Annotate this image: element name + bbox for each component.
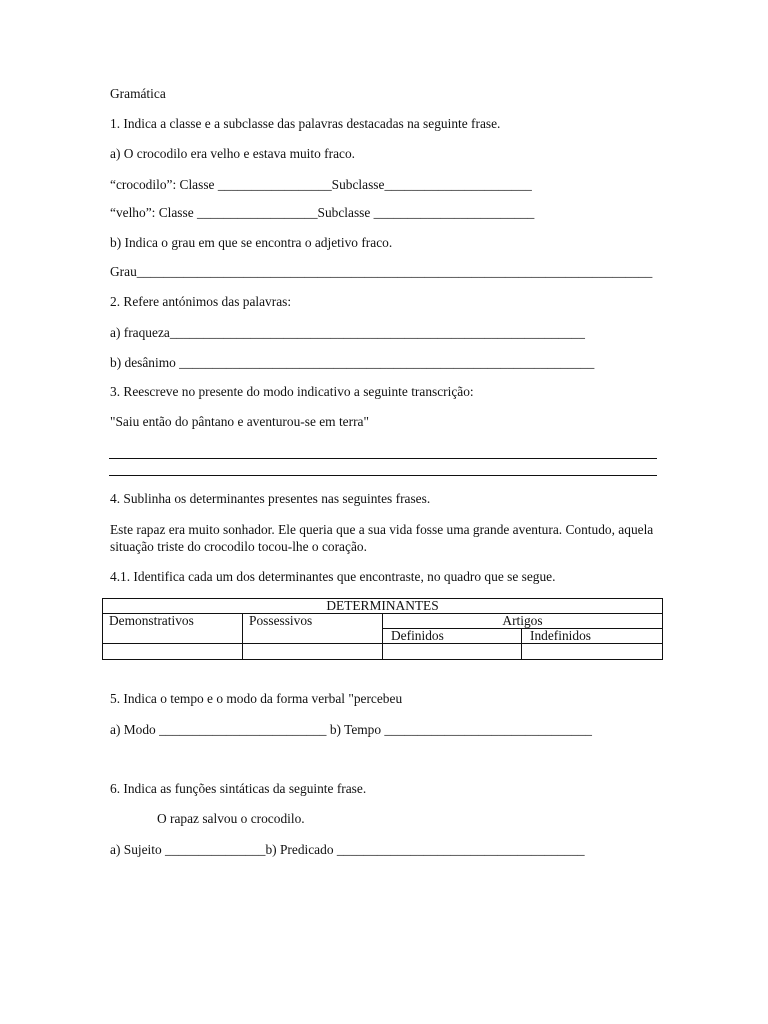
question-4-text: Este rapaz era muito sonhador. Ele queria que a sua vida fosse uma grande aventura. Contudo, aquela situação triste do crocodilo tocou-lhe o coração. <box>110 522 654 554</box>
question-1-prompt: 1. Indica a classe e a subclasse das palavras destacadas na seguinte frase. <box>110 116 501 131</box>
answer-rule-1[interactable] <box>109 458 657 459</box>
answer-rule-2[interactable] <box>109 475 657 476</box>
question-6-prompt: 6. Indica as funções sintáticas da seguinte frase. <box>110 781 367 796</box>
question-1a-sentence: a) O crocodilo era velho e estava muito fraco. <box>110 146 356 161</box>
answer-line-desanimo[interactable]: b) desânimo ______________________________________________________________ <box>110 355 595 370</box>
determinantes-table <box>102 598 663 660</box>
answer-line-sujeito-predicado[interactable]: a) Sujeito _______________b) Predicado _____________________________________ <box>110 842 585 857</box>
question-4-1-prompt: 4.1. Identifica cada um dos determinantes que encontraste, no quadro que se segue. <box>110 569 556 584</box>
table-header: DETERMINANTES <box>103 599 663 614</box>
cell-possessivos-answer[interactable] <box>243 644 383 660</box>
col-possessivos: Possessivos <box>243 614 383 644</box>
question-6-sentence: O rapaz salvou o crocodilo. <box>157 811 305 826</box>
cell-definidos-answer[interactable] <box>383 644 522 660</box>
col-indefinidos: Indefinidos <box>522 629 663 644</box>
question-5-prompt: 5. Indica o tempo e o modo da forma verbal "percebeu <box>110 691 403 706</box>
answer-line-crocodilo[interactable]: “crocodilo”: Classe _________________Subclasse______________________ <box>110 177 532 192</box>
question-2-prompt: 2. Refere antónimos das palavras: <box>110 294 292 309</box>
col-definidos: Definidos <box>383 629 522 644</box>
answer-line-grau[interactable]: Grau_____________________________________________________________________________ <box>110 264 653 279</box>
answer-line-modo-tempo[interactable]: a) Modo _________________________ b) Tempo _______________________________ <box>110 722 592 737</box>
answer-line-fraqueza[interactable]: a) fraqueza______________________________________________________________ <box>110 325 585 340</box>
answer-line-velho[interactable]: “velho”: Classe __________________Subclasse ________________________ <box>110 205 535 220</box>
cell-indefinidos-answer[interactable] <box>522 644 663 660</box>
question-1b-prompt: b) Indica o grau em que se encontra o adjetivo fraco. <box>110 235 393 250</box>
question-4-prompt: 4. Sublinha os determinantes presentes nas seguintes frases. <box>110 491 431 506</box>
col-demonstrativos: Demonstrativos <box>103 614 243 644</box>
cell-demonstrativos-answer[interactable] <box>103 644 243 660</box>
question-3-prompt: 3. Reescreve no presente do modo indicativo a seguinte transcrição: <box>110 384 474 399</box>
question-3-quote: "Saiu então do pântano e aventurou-se em terra" <box>110 414 369 429</box>
page-title: Gramática <box>110 86 166 101</box>
col-artigos: Artigos <box>383 614 663 629</box>
